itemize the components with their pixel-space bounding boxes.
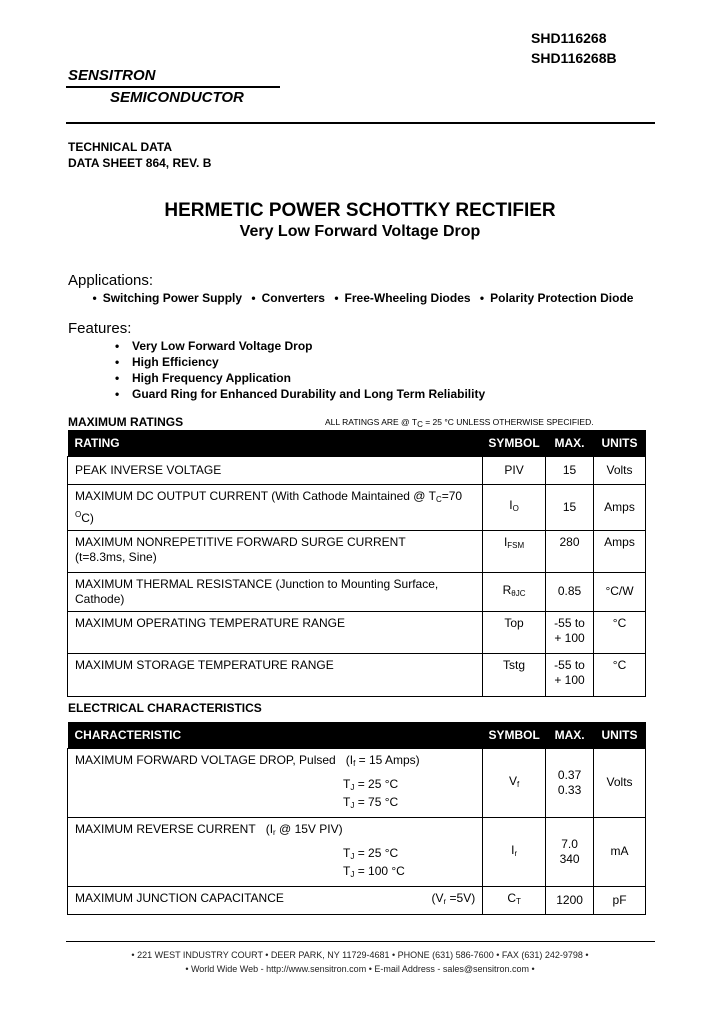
table-row: MAXIMUM JUNCTION CAPACITANCE $(V_r =5V)$ $C_T$ 1200 pF (68, 886, 646, 914)
applications-list: • Switching Power Supply • Converters • Free-Wheeling Diodes • Polarity Protection Diode (92, 291, 634, 305)
table-row: PEAK INVERSE VOLTAGE PIV 15 Volts (68, 456, 646, 484)
application-item: Free-Wheeling Diodes (344, 291, 471, 305)
page-title: HERMETIC POWER SCHOTTKY RECTIFIER (164, 200, 556, 221)
max-ratings-heading: MAXIMUM RATINGS (68, 415, 184, 429)
table-header: CHARACTERISTIC SYMBOL MAX. UNITS (68, 722, 646, 748)
ratings-note: ALL RATINGS ARE @ $T_C = 25$ °C UNLESS OTHERWISE SPECIFIED. (325, 417, 594, 429)
footer-contact: • World Wide Web - http://www.sensitron.com • E-mail Address - sales@sensitron.com • (185, 964, 535, 974)
table-row: MAXIMUM DC OUTPUT CURRENT (With Cathode Maintained @ $T_C=70$ $^O$C) $I_O$ 15 Amps (68, 484, 646, 530)
logo-sensitron: SENSITRON (68, 67, 156, 84)
part-number-2: SHD116268B (531, 50, 617, 66)
table-header: RATING SYMBOL MAX. UNITS (68, 430, 646, 456)
features-heading: Features: (68, 320, 132, 337)
footer-address: • 221 WEST INDUSTRY COURT • DEER PARK, NY 11729-4681 • PHONE (631) 586-7600 • FAX (631) 242-9798 • (131, 950, 589, 960)
table-row: MAXIMUM REVERSE CURRENT ($I_r$ @ 15V PIV) $T_J = 25$ °C $T_J = 100$ °C $I_r$ 7.0 340 mA (68, 817, 646, 886)
application-item: Polarity Protection Diode (490, 291, 634, 305)
doc-id: DATA SHEET 864, REV. B (68, 156, 212, 170)
applications-heading: Applications: (68, 272, 154, 289)
feature-item: • High Efficiency (115, 355, 219, 369)
electrical-table (67, 722, 646, 915)
table-row: MAXIMUM FORWARD VOLTAGE DROP, Pulsed ($I_f = 15$ Amps) $T_J = 25$ °C $T_J = 75$ °C $V_f$ 0.37 0.33 Volts (68, 748, 646, 817)
table-row: MAXIMUM THERMAL RESISTANCE (Junction to Mounting Surface, Cathode) $R_{\theta JC}$ 0.85 °C/W (68, 572, 646, 611)
footer-divider (66, 941, 655, 942)
feature-item: • High Frequency Application (115, 371, 291, 385)
table-row: MAXIMUM NONREPETITIVE FORWARD SURGE CURRENT (t=8.3ms, Sine) $I_{FSM}$ 280 Amps (68, 530, 646, 572)
doc-type: TECHNICAL DATA (68, 140, 172, 154)
logo-underline (66, 86, 280, 88)
application-item: Converters (261, 291, 325, 305)
application-item: Switching Power Supply (102, 291, 243, 305)
table-row: MAXIMUM OPERATING TEMPERATURE RANGE Top -55 to + 100 °C (68, 611, 646, 653)
page-subtitle: Very Low Forward Voltage Drop (239, 223, 481, 240)
logo-semiconductor: SEMICONDUCTOR (110, 89, 244, 106)
header-divider (66, 122, 655, 124)
feature-item: • Very Low Forward Voltage Drop (115, 339, 313, 353)
electrical-heading: ELECTRICAL CHARACTERISTICS (68, 701, 262, 715)
part-number-1: SHD116268 (531, 30, 607, 46)
feature-item: • Guard Ring for Enhanced Durability and Long Term Reliability (115, 387, 486, 401)
table-row: MAXIMUM STORAGE TEMPERATURE RANGE Tstg -55 to + 100 °C (68, 653, 646, 696)
max-ratings-table (67, 430, 646, 697)
